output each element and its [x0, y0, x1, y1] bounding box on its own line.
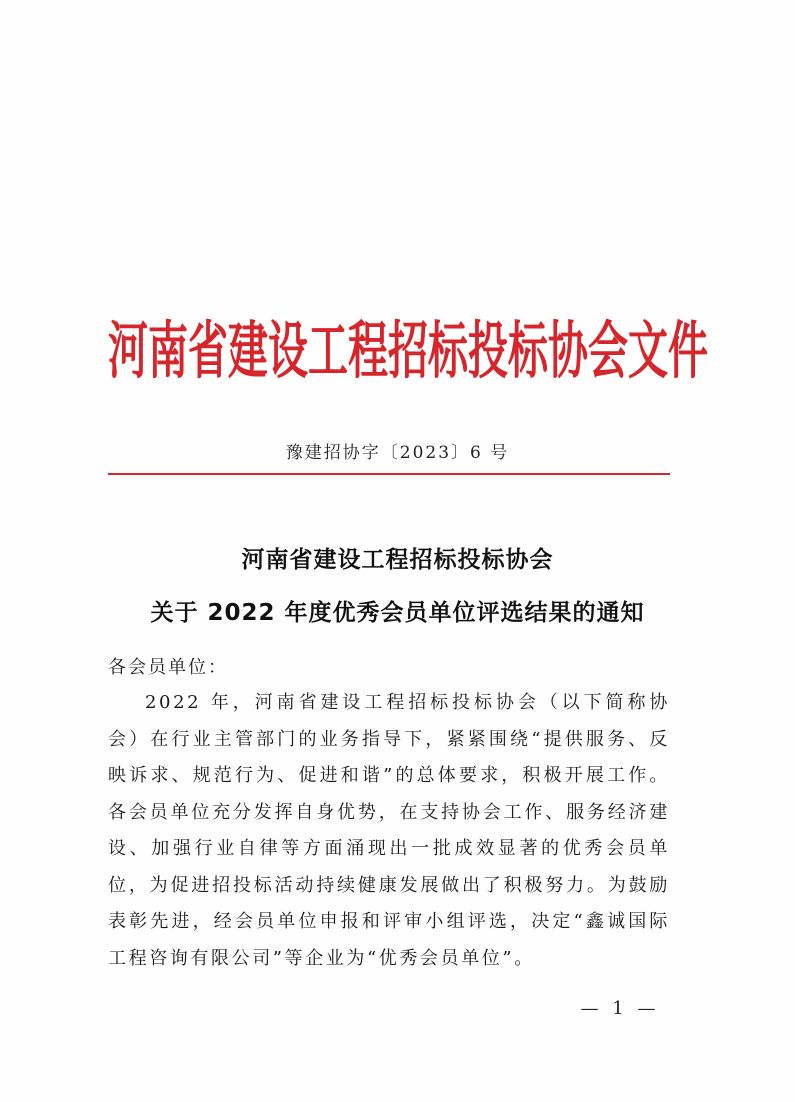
- document-number: 豫建招协字〔2023〕6 号: [285, 443, 510, 463]
- page-number: — 1 —: [580, 998, 660, 1019]
- notice-title-line-1: 河南省建设工程招标投标协会: [241, 547, 554, 573]
- salutation: 各会员单位：: [108, 657, 228, 678]
- notice-title-line-2: 关于 2022 年度优秀会员单位评选结果的通知: [150, 600, 645, 626]
- issuer-header: 河南省建设工程招标投标协会文件: [108, 316, 708, 388]
- body-paragraph: 2022 年，河南省建设工程招标投标协会（以下简称协会）在行业主管部门的业务指导下，紧紧围绕“提供服务、反映诉求、规范行为、促进和谐”的总体要求，积极开展工作。各会员单位充分发挥自身优势，在支持协会工作、服务经济建设、加强行业自律等方面涌现出一批成效显著的优秀会员单位，为促进招投标活动持续健康发展做出了积极努力。为鼓励表彰先进，经会员单位申报和评审小组评选，决定“鑫诚国际工程咨询有限公司”等企业为“优秀会员单位”。: [108, 692, 670, 969]
- red-divider-line: [108, 473, 670, 475]
